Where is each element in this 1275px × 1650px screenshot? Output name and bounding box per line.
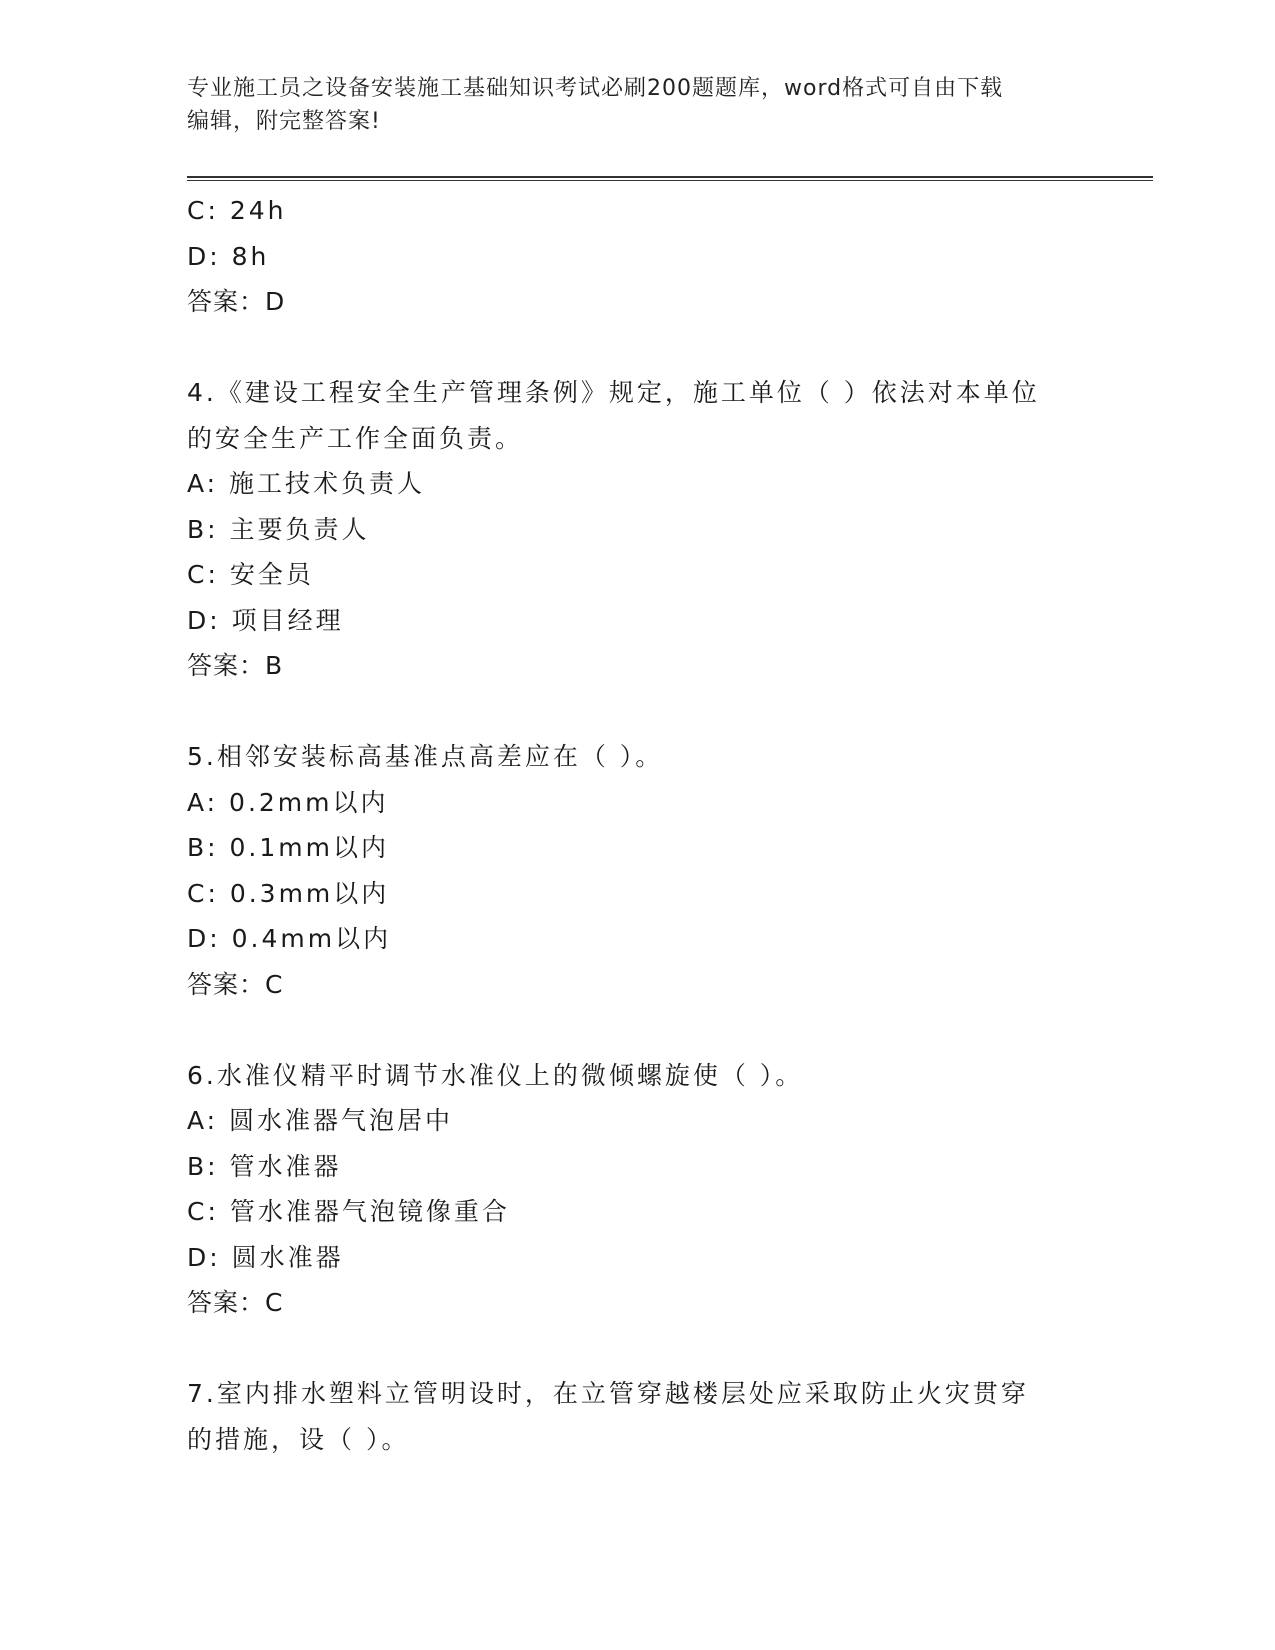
option-c: C: 管水准器气泡镜像重合	[187, 1197, 510, 1226]
question-4	[187, 370, 1087, 689]
option-a: A: 0.2mm以内	[187, 787, 389, 817]
option-a: A: 施工技术负责人	[187, 469, 426, 498]
option-d: D: 0.4mm以内	[187, 924, 392, 953]
header-title-line-2: 编辑，附完整答案!	[187, 109, 381, 134]
option-a: A: 圆水准器气泡居中	[187, 1106, 454, 1135]
answer-line: 答案：B	[187, 651, 284, 680]
header-title-line-1: 专业施工员之设备安装施工基础知识考试必刷200题题库，word格式可自由下载	[187, 76, 1004, 101]
option-c: C: 0.3mm以内	[187, 878, 390, 908]
question-stem: 7.室内排水塑料立管明设时，在立管穿越楼层处应采取防止火灾贯穿	[187, 1379, 1029, 1408]
question-stem: 的安全生产工作全面负责。	[187, 423, 524, 453]
question-7	[187, 1371, 1087, 1462]
option-c: C: 安全员	[187, 560, 314, 589]
option-d: D: 圆水准器	[187, 1242, 344, 1272]
question-5	[187, 734, 1087, 1007]
option-c: C: 24h	[187, 196, 287, 225]
question-stem: 6.水准仪精平时调节水准仪上的微倾螺旋使（ ）。	[187, 1060, 804, 1090]
answer-line: 答案：C	[187, 969, 284, 999]
question-list	[187, 188, 1087, 1462]
page-header	[187, 72, 1067, 138]
question-stem: 5.相邻安装标高基准点高差应在（ ）。	[187, 742, 664, 771]
spacer	[187, 325, 1087, 371]
question-stem: 4.《建设工程安全生产管理条例》规定，施工单位（ ）依法对本单位	[187, 378, 1040, 407]
option-b: B: 主要负责人	[187, 514, 370, 544]
question-6	[187, 1053, 1087, 1326]
spacer	[187, 689, 1087, 735]
spacer	[187, 1326, 1087, 1372]
option-d: D: 项目经理	[187, 605, 344, 635]
header-divider	[187, 176, 1153, 181]
option-b: B: 0.1mm以内	[187, 833, 389, 862]
answer-line: 答案：C	[187, 1288, 284, 1317]
spacer	[187, 1007, 1087, 1053]
option-b: B: 管水准器	[187, 1151, 342, 1181]
question-partial	[187, 188, 1087, 325]
option-d: D: 8h	[187, 241, 270, 271]
answer-line: 答案：D	[187, 287, 286, 316]
question-stem: 的措施，设（ ）。	[187, 1424, 410, 1454]
